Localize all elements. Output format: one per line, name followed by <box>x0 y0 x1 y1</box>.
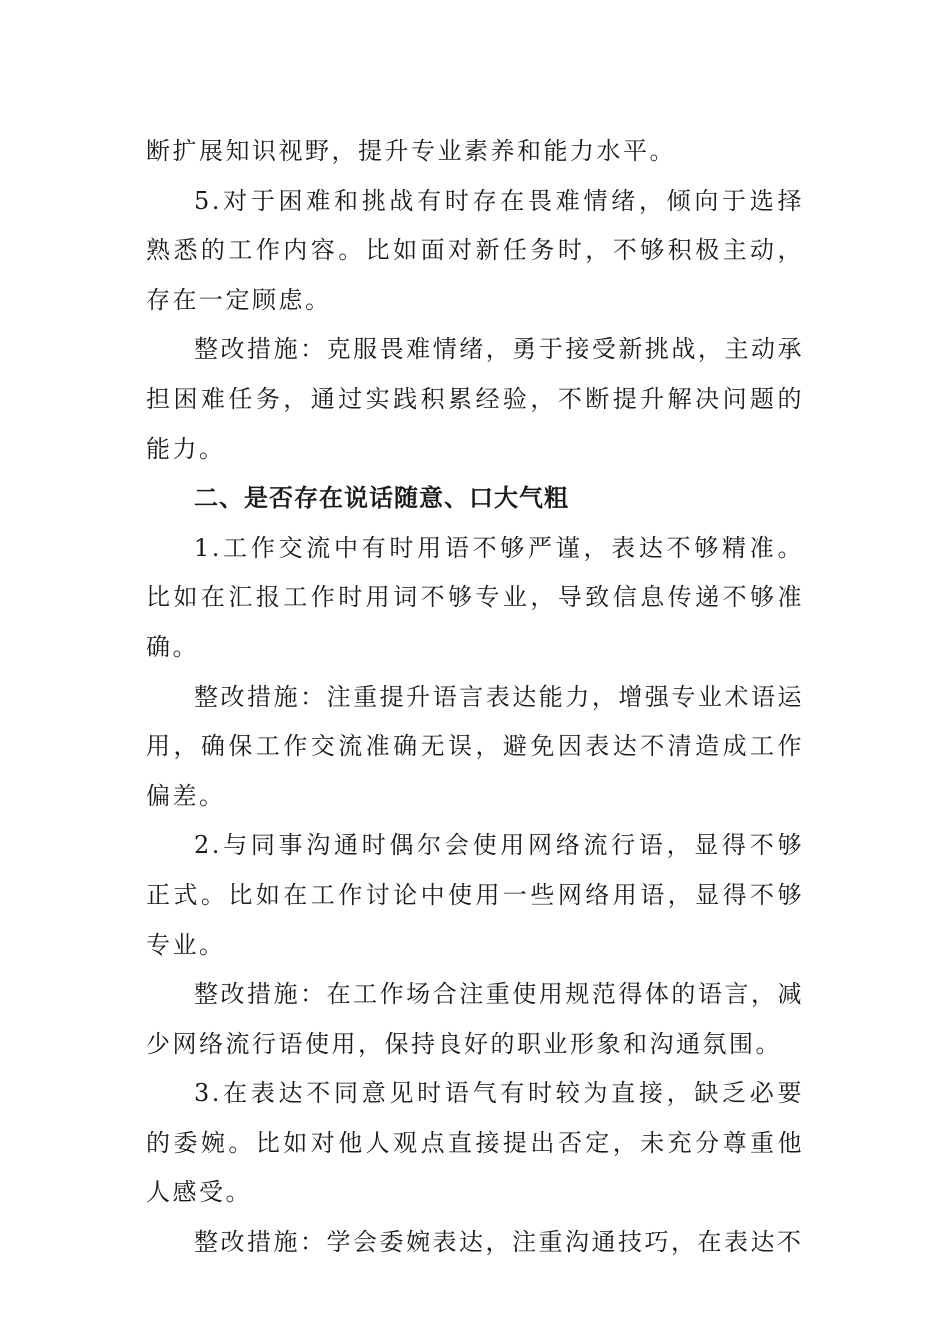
paragraph-item-3: 3.在表达不同意见时语气有时较为直接，缺乏必要的委婉。比如对他人观点直接提出否定，未充分尊重他人感受。 <box>146 1079 804 1207</box>
paragraph-item-1: 1.工作交流中有时用语不够严谨，表达不够精准。比如在汇报工作时用词不够专业，导致信息传递不够准确。 <box>146 533 804 661</box>
paragraph-item-2: 2.与同事沟通时偶尔会使用网络流行语，显得不够正式。比如在工作讨论中使用一些网络用语，显得不够专业。 <box>146 831 804 959</box>
paragraph-remedy-2: 整改措施：在工作场合注重使用规范得体的语言，减少网络流行语使用，保持良好的职业形象和沟通氛围。 <box>146 980 804 1058</box>
section-heading: 二、是否存在说话随意、口大气粗 <box>194 484 569 513</box>
paragraph-continuation: 断扩展知识视野，提升专业素养和能力水平。 <box>146 137 676 165</box>
paragraph-remedy-1: 整改措施：注重提升语言表达能力，增强专业术语运用，确保工作交流准确无误，避免因表达不清造成工作偏差。 <box>146 682 804 810</box>
paragraph-item-5: 5.对于困难和挑战有时存在畏难情绪，倾向于选择熟悉的工作内容。比如面对新任务时，不够积极主动，存在一定顾虑。 <box>146 186 804 314</box>
paragraph-remedy-3: 整改措施：学会委婉表达，注重沟通技巧，在表达不 <box>194 1228 804 1257</box>
paragraph-remedy-5: 整改措施：克服畏难情绪，勇于接受新挑战，主动承担困难任务，通过实践积累经验，不断提升解决问题的能力。 <box>146 335 804 463</box>
document-body <box>146 127 804 1268</box>
